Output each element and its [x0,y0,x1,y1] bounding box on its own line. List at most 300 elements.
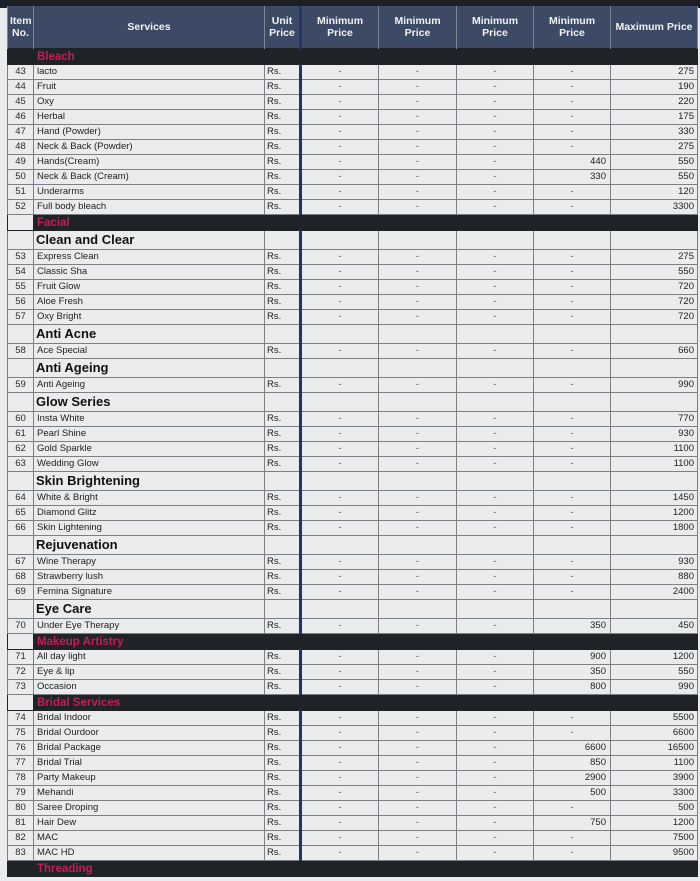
table-row [8,741,698,756]
min-price-2: - [379,378,457,393]
min-price-1: - [301,650,379,665]
max-price: 120 [611,185,698,200]
min-price-2: - [379,250,457,265]
min-price-1: - [301,491,379,506]
service-name: Strawberry lush [34,570,265,585]
subsection-row [8,472,698,491]
min-price-2: - [379,816,457,831]
min-price-4: - [534,442,611,457]
min-price-2: - [379,200,457,215]
header-max-price: Maximum Price [611,6,698,49]
empty-cell [301,600,379,619]
table-row [8,412,698,427]
max-price: 930 [611,427,698,442]
min-price-3: - [457,427,534,442]
max-price: 550 [611,155,698,170]
empty-cell [265,325,301,344]
item-number: 46 [8,110,34,125]
min-price-4: - [534,831,611,846]
item-number: 64 [8,491,34,506]
empty-cell [265,600,301,619]
table-row [8,95,698,110]
min-price-4: 440 [534,155,611,170]
table-row [8,200,698,215]
service-name: White & Bright [34,491,265,506]
min-price-3: - [457,250,534,265]
table-row [8,831,698,846]
empty-cell [379,472,457,491]
min-price-1: - [301,170,379,185]
subsection-row [8,536,698,555]
max-price: 6600 [611,726,698,741]
min-price-3: - [457,846,534,861]
empty-cell [534,231,611,250]
min-price-3: - [457,756,534,771]
unit-price: Rs. [265,506,301,521]
unit-price: Rs. [265,756,301,771]
min-price-2: - [379,170,457,185]
min-price-3: - [457,680,534,695]
min-price-4: - [534,65,611,80]
service-name: Bridal Trial [34,756,265,771]
subsection-title: Anti Ageing [34,359,265,378]
header-services: Services [34,6,265,49]
min-price-1: - [301,457,379,472]
service-name: Mehandi [34,786,265,801]
max-price: 660 [611,344,698,359]
min-price-2: - [379,506,457,521]
unit-price: Rs. [265,80,301,95]
empty-cell [457,359,534,378]
min-price-4: - [534,521,611,536]
service-name: Wine Therapy [34,555,265,570]
table-row [8,170,698,185]
unit-price: Rs. [265,140,301,155]
header-min-price-3: Minimum Price [457,6,534,49]
min-price-2: - [379,726,457,741]
min-price-2: - [379,280,457,295]
item-number: 58 [8,344,34,359]
min-price-2: - [379,771,457,786]
subsection-spacer [8,393,34,412]
min-price-3: - [457,506,534,521]
min-price-3: - [457,140,534,155]
max-price: 2400 [611,585,698,600]
table-row [8,378,698,393]
subsection-spacer [8,600,34,619]
subsection-title: Rejuvenation [34,536,265,555]
min-price-1: - [301,801,379,816]
unit-price: Rs. [265,110,301,125]
service-name: All day light [34,650,265,665]
min-price-3: - [457,711,534,726]
service-name: Oxy [34,95,265,110]
subsection-title: Glow Series [34,393,265,412]
min-price-1: - [301,427,379,442]
unit-price: Rs. [265,95,301,110]
max-price: 1200 [611,506,698,521]
min-price-1: - [301,756,379,771]
service-name: Fruit Glow [34,280,265,295]
unit-price: Rs. [265,200,301,215]
empty-cell [534,325,611,344]
min-price-1: - [301,310,379,325]
min-price-3: - [457,95,534,110]
unit-price: Rs. [265,344,301,359]
min-price-4: - [534,80,611,95]
item-number: 78 [8,771,34,786]
max-price: 9500 [611,846,698,861]
header-min-price-4: Minimum Price [534,6,611,49]
unit-price: Rs. [265,555,301,570]
empty-cell [611,231,698,250]
item-number: 63 [8,457,34,472]
table-row [8,650,698,665]
unit-price: Rs. [265,185,301,200]
table-row [8,280,698,295]
table-row [8,506,698,521]
max-price: 3900 [611,771,698,786]
min-price-4: - [534,265,611,280]
min-price-2: - [379,711,457,726]
service-name: Bridal Indoor [34,711,265,726]
max-price: 5500 [611,711,698,726]
min-price-3: - [457,816,534,831]
min-price-3: - [457,585,534,600]
subsection-spacer [8,231,34,250]
service-name: Occasion [34,680,265,695]
empty-cell [301,536,379,555]
subsection-title: Eye Care [34,600,265,619]
table-row [8,265,698,280]
header-unit-price: Unit Price [265,6,301,49]
empty-cell [457,231,534,250]
min-price-2: - [379,155,457,170]
table-row [8,756,698,771]
min-price-1: - [301,412,379,427]
unit-price: Rs. [265,711,301,726]
min-price-4: - [534,125,611,140]
min-price-3: - [457,491,534,506]
min-price-1: - [301,155,379,170]
unit-price: Rs. [265,650,301,665]
service-name: Neck & Back (Powder) [34,140,265,155]
empty-cell [379,393,457,412]
min-price-4: - [534,491,611,506]
service-name: Hands(Cream) [34,155,265,170]
min-price-2: - [379,555,457,570]
service-name: Full body bleach [34,200,265,215]
min-price-4: - [534,250,611,265]
service-name: Saree Droping [34,801,265,816]
min-price-2: - [379,831,457,846]
unit-price: Rs. [265,831,301,846]
service-name: Diamond Glitz [34,506,265,521]
min-price-2: - [379,265,457,280]
table-row [8,801,698,816]
min-price-3: - [457,344,534,359]
min-price-2: - [379,427,457,442]
min-price-1: - [301,200,379,215]
item-number: 80 [8,801,34,816]
empty-cell [379,231,457,250]
service-name: Femina Signature [34,585,265,600]
subsection-spacer [8,325,34,344]
item-number: 45 [8,95,34,110]
max-price: 175 [611,110,698,125]
unit-price: Rs. [265,619,301,634]
min-price-1: - [301,125,379,140]
min-price-4: - [534,711,611,726]
min-price-2: - [379,680,457,695]
subsection-row [8,600,698,619]
service-name: Underarms [34,185,265,200]
max-price: 275 [611,65,698,80]
section-row [8,215,698,231]
item-number: 56 [8,295,34,310]
section-row [8,861,698,877]
max-price: 930 [611,555,698,570]
subsection-title: Anti Acne [34,325,265,344]
header-min-price-1: Minimum Price [301,6,379,49]
table-row [8,726,698,741]
empty-cell [534,600,611,619]
table-row [8,555,698,570]
max-price: 1200 [611,650,698,665]
min-price-4: - [534,295,611,310]
table-row [8,295,698,310]
service-name: MAC HD [34,846,265,861]
min-price-2: - [379,140,457,155]
unit-price: Rs. [265,310,301,325]
unit-price: Rs. [265,665,301,680]
subsection-title: Skin Brightening [34,472,265,491]
max-price: 7500 [611,831,698,846]
min-price-3: - [457,80,534,95]
min-price-1: - [301,80,379,95]
unit-price: Rs. [265,265,301,280]
unit-price: Rs. [265,771,301,786]
service-name: Gold Sparkle [34,442,265,457]
min-price-3: - [457,65,534,80]
header-item-no: Item No. [8,6,34,49]
min-price-3: - [457,555,534,570]
min-price-4: 750 [534,816,611,831]
empty-cell [265,472,301,491]
empty-cell [611,359,698,378]
min-price-4: - [534,140,611,155]
item-number: 53 [8,250,34,265]
unit-price: Rs. [265,726,301,741]
min-price-4: 6600 [534,741,611,756]
unit-price: Rs. [265,412,301,427]
max-price: 450 [611,619,698,634]
empty-cell [301,325,379,344]
item-number: 70 [8,619,34,634]
max-price: 1100 [611,442,698,457]
subsection-spacer [8,359,34,378]
min-price-3: - [457,457,534,472]
table-row [8,110,698,125]
section-title: Bleach [34,49,698,65]
service-name: Skin Lightening [34,521,265,536]
empty-cell [265,393,301,412]
empty-cell [379,359,457,378]
subsection-spacer [8,536,34,555]
empty-cell [611,325,698,344]
min-price-2: - [379,95,457,110]
min-price-2: - [379,619,457,634]
section-title: Makeup Artistry [34,634,698,650]
unit-price: Rs. [265,816,301,831]
min-price-1: - [301,619,379,634]
empty-cell [379,325,457,344]
unit-price: Rs. [265,457,301,472]
min-price-2: - [379,570,457,585]
service-name: Hair Dew [34,816,265,831]
section-spacer [8,695,34,711]
item-number: 82 [8,831,34,846]
service-name: Pearl Shine [34,427,265,442]
min-price-3: - [457,771,534,786]
unit-price: Rs. [265,155,301,170]
min-price-2: - [379,110,457,125]
min-price-2: - [379,185,457,200]
min-price-1: - [301,506,379,521]
min-price-2: - [379,442,457,457]
item-number: 79 [8,786,34,801]
min-price-2: - [379,310,457,325]
table-row [8,846,698,861]
item-number: 83 [8,846,34,861]
service-name: Hand (Powder) [34,125,265,140]
item-number: 55 [8,280,34,295]
subsection-title: Clean and Clear [34,231,265,250]
min-price-3: - [457,570,534,585]
min-price-4: - [534,95,611,110]
max-price: 550 [611,665,698,680]
min-price-1: - [301,250,379,265]
unit-price: Rs. [265,442,301,457]
service-name: Insta White [34,412,265,427]
service-name: MAC [34,831,265,846]
unit-price: Rs. [265,801,301,816]
section-spacer [8,861,34,877]
min-price-4: - [534,185,611,200]
min-price-3: - [457,521,534,536]
empty-cell [265,231,301,250]
min-price-3: - [457,726,534,741]
max-price: 1450 [611,491,698,506]
min-price-3: - [457,265,534,280]
empty-cell [301,231,379,250]
table-row [8,816,698,831]
subsection-row [8,231,698,250]
table-row [8,771,698,786]
min-price-4: - [534,280,611,295]
service-name: Aloe Fresh [34,295,265,310]
empty-cell [379,536,457,555]
min-price-2: - [379,665,457,680]
unit-price: Rs. [265,585,301,600]
section-title: Facial [34,215,698,231]
empty-cell [379,600,457,619]
min-price-2: - [379,412,457,427]
item-number: 74 [8,711,34,726]
item-number: 61 [8,427,34,442]
max-price: 1100 [611,457,698,472]
min-price-4: - [534,110,611,125]
empty-cell [457,393,534,412]
max-price: 3300 [611,200,698,215]
min-price-1: - [301,65,379,80]
section-row [8,49,698,65]
item-number: 51 [8,185,34,200]
max-price: 550 [611,170,698,185]
min-price-1: - [301,846,379,861]
min-price-4: - [534,801,611,816]
min-price-2: - [379,295,457,310]
min-price-3: - [457,442,534,457]
item-number: 44 [8,80,34,95]
empty-cell [301,472,379,491]
item-number: 50 [8,170,34,185]
section-spacer [8,215,34,231]
service-name: Bridal Ourdoor [34,726,265,741]
item-number: 73 [8,680,34,695]
min-price-4: 330 [534,170,611,185]
unit-price: Rs. [265,786,301,801]
min-price-2: - [379,65,457,80]
min-price-1: - [301,585,379,600]
item-number: 48 [8,140,34,155]
empty-cell [457,536,534,555]
min-price-3: - [457,280,534,295]
max-price: 330 [611,125,698,140]
min-price-4: 500 [534,786,611,801]
unit-price: Rs. [265,846,301,861]
min-price-4: - [534,412,611,427]
max-price: 720 [611,280,698,295]
min-price-1: - [301,344,379,359]
min-price-3: - [457,741,534,756]
min-price-3: - [457,619,534,634]
min-price-1: - [301,741,379,756]
service-name: Classic Sha [34,265,265,280]
empty-cell [611,393,698,412]
service-name: Wedding Glow [34,457,265,472]
min-price-1: - [301,110,379,125]
min-price-1: - [301,521,379,536]
min-price-1: - [301,280,379,295]
section-title: Bridal Services [34,695,698,711]
item-number: 81 [8,816,34,831]
service-name: Fruit [34,80,265,95]
min-price-4: 900 [534,650,611,665]
item-number: 75 [8,726,34,741]
min-price-1: - [301,442,379,457]
table-row [8,680,698,695]
min-price-3: - [457,200,534,215]
min-price-4: 350 [534,665,611,680]
min-price-1: - [301,555,379,570]
min-price-3: - [457,831,534,846]
min-price-2: - [379,344,457,359]
min-price-1: - [301,95,379,110]
item-number: 49 [8,155,34,170]
max-price: 275 [611,140,698,155]
min-price-2: - [379,585,457,600]
